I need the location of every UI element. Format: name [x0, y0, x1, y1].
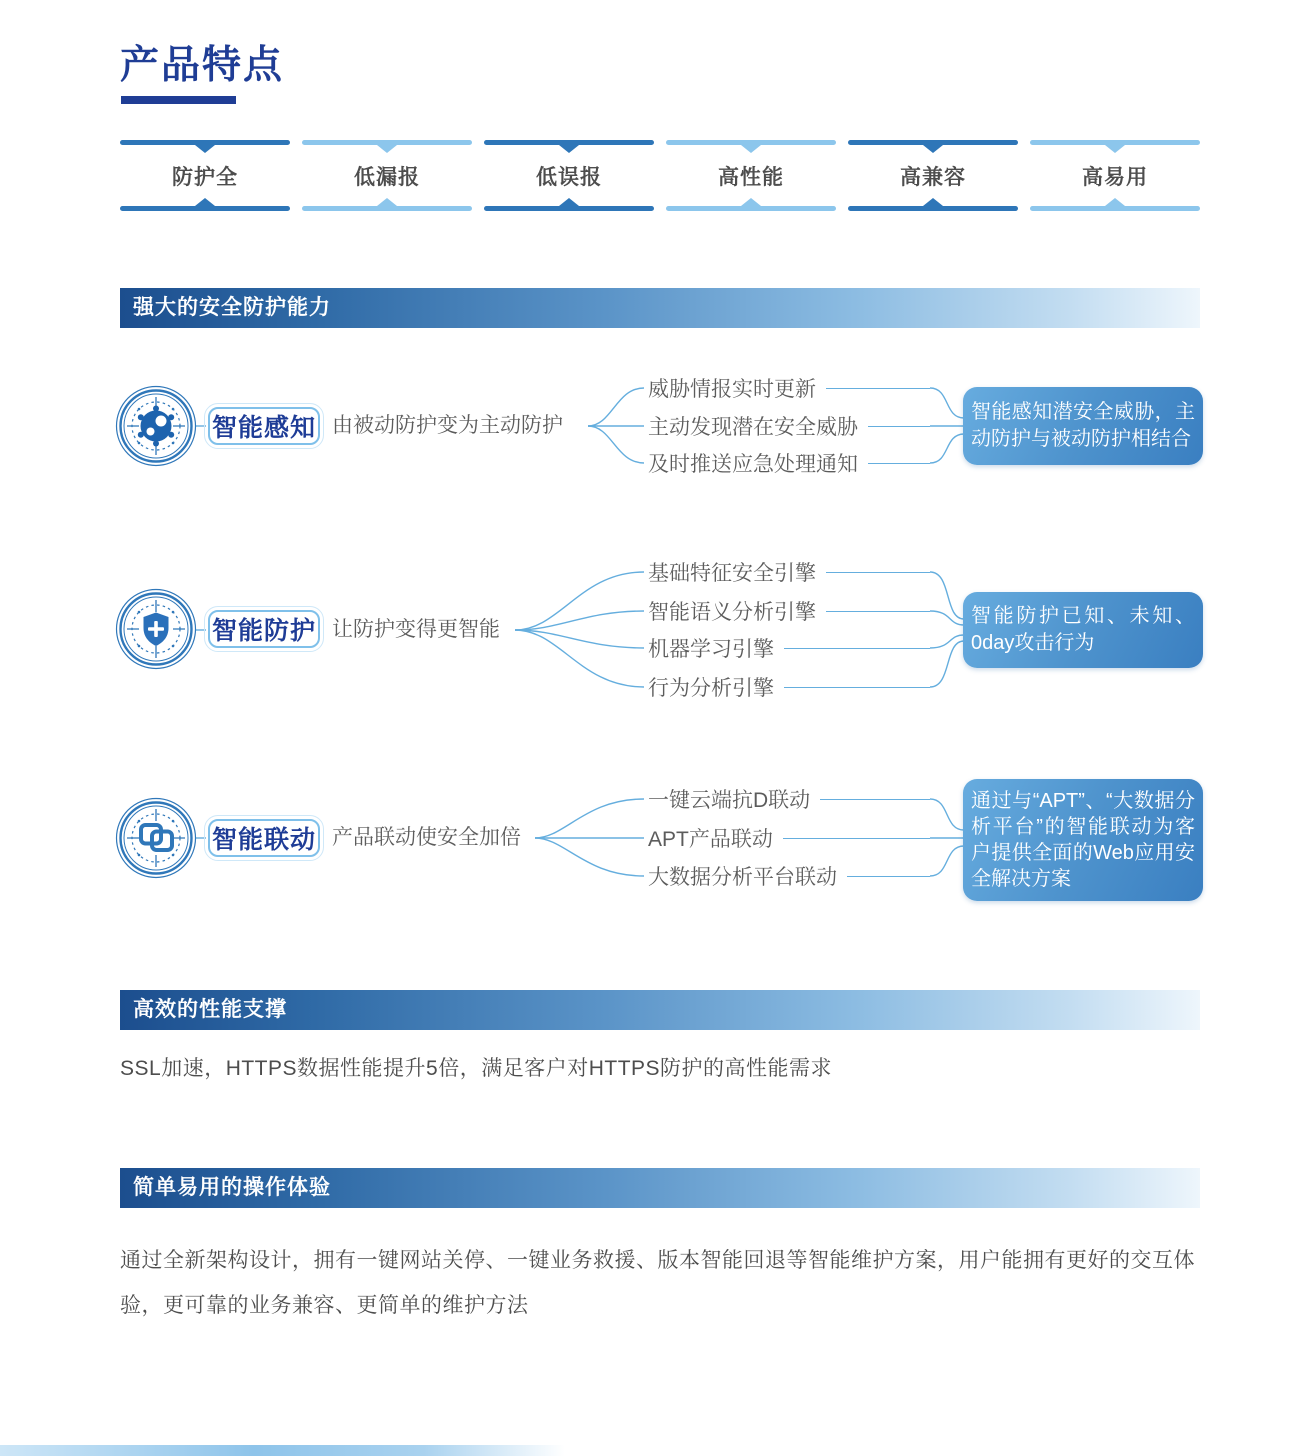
feature-name-pill: 智能感知: [208, 407, 320, 445]
feature-branch: [648, 450, 930, 476]
tab-top-bar: [120, 140, 290, 145]
branch-line: [784, 648, 930, 649]
branch-label: 行为分析引擎: [648, 677, 774, 700]
section-header-usability: 简单易用的操作体验: [120, 1168, 1200, 1208]
tab-top-bar: [1030, 140, 1200, 145]
branch-line: [826, 572, 930, 573]
feature-name-pill: 智能联动: [208, 819, 320, 857]
branch-line: [868, 463, 930, 464]
branch-label: APT产品联动: [648, 828, 773, 851]
branch-line: [868, 426, 930, 427]
branch-label: 及时推送应急处理通知: [648, 453, 858, 476]
trait-tab-label: 高易用: [1082, 166, 1148, 189]
section-header-performance: 高效的性能支撑: [120, 990, 1200, 1030]
tab-bottom-bar: [302, 206, 472, 211]
usability-body-text: 通过全新架构设计，拥有一键网站关停、一键业务救援、版本智能回退等智能维护方案，用户能拥有更好的交互体验，更可靠的业务兼容、更简单的维护方法: [120, 1249, 1195, 1317]
branch-line: [784, 687, 930, 688]
feature-branch: [648, 674, 930, 700]
trait-tab-label: 高性能: [718, 166, 784, 189]
feature-description: 让防护变得更智能: [332, 618, 500, 641]
feature-row-linkage: [0, 768, 1296, 918]
feature-row-perception: [0, 356, 1296, 506]
feature-branch: [648, 375, 930, 401]
tab-top-bar: [666, 140, 836, 145]
trait-tab-gaoyiyong: [1030, 140, 1200, 211]
feature-trait-strip: [120, 140, 1200, 211]
feature-branch: [648, 559, 930, 585]
branch-line: [847, 876, 930, 877]
feature-summary-box: 智能感知潜安全威胁，主动防护与被动防护相结合: [963, 387, 1203, 465]
feature-branch: [648, 598, 930, 624]
tab-top-bar: [302, 140, 472, 145]
trait-tab-label: 高兼容: [900, 166, 966, 189]
branch-label: 一键云端抗D联动: [648, 789, 811, 812]
branch-label: 威胁情报实时更新: [648, 378, 816, 401]
radar-virus-icon: [115, 385, 197, 467]
feature-branch: [648, 825, 930, 851]
feature-branch: [648, 635, 930, 661]
tab-bottom-bar: [484, 206, 654, 211]
page-title: 产品特点: [120, 44, 285, 87]
trait-tab-diloubao: [302, 140, 472, 211]
feature-row-protection: [0, 560, 1296, 720]
tab-top-bar: [848, 140, 1018, 145]
feature-summary-box: 智能防护已知、未知、0day攻击行为: [963, 592, 1203, 668]
trait-tab-diwubao: [484, 140, 654, 211]
feature-summary-box: 通过与“APT”、“大数据分析平台”的智能联动为客户提供全面的Web应用安全解决方案: [963, 779, 1203, 901]
branch-label: 机器学习引擎: [648, 638, 774, 661]
feature-name-pill: 智能防护: [208, 610, 320, 648]
shield-plus-icon: [115, 588, 197, 670]
branch-line: [783, 838, 930, 839]
linkage-icon: [115, 797, 197, 879]
feature-description: 由被动防护变为主动防护: [332, 414, 563, 437]
trait-tab-label: 低漏报: [354, 166, 420, 189]
branch-line: [826, 611, 930, 612]
title-underline: [121, 96, 236, 104]
branch-label: 大数据分析平台联动: [648, 866, 837, 889]
bottom-gradient-strip: [0, 1445, 565, 1456]
feature-branch: [648, 786, 930, 812]
branch-line: [820, 799, 930, 800]
trait-tab-fanghuquan: [120, 140, 290, 211]
feature-branch: [648, 863, 930, 889]
tab-bottom-bar: [120, 206, 290, 211]
branch-label: 智能语义分析引擎: [648, 601, 816, 624]
trait-tab-gaoxingneng: [666, 140, 836, 211]
feature-branch: [648, 413, 930, 439]
tab-top-bar: [484, 140, 654, 145]
trait-tab-label: 低误报: [536, 166, 602, 189]
section-header-security: 强大的安全防护能力: [120, 288, 1200, 328]
feature-description: 产品联动使安全加倍: [332, 826, 521, 849]
branch-label: 主动发现潜在安全威胁: [648, 416, 858, 439]
performance-body-text: SSL加速，HTTPS数据性能提升5倍，满足客户对HTTPS防护的高性能需求: [120, 1057, 833, 1080]
tab-bottom-bar: [848, 206, 1018, 211]
branch-label: 基础特征安全引擎: [648, 562, 816, 585]
trait-tab-gaojianrong: [848, 140, 1018, 211]
branch-line: [826, 388, 930, 389]
trait-tab-label: 防护全: [172, 166, 238, 189]
tab-bottom-bar: [1030, 206, 1200, 211]
tab-bottom-bar: [666, 206, 836, 211]
